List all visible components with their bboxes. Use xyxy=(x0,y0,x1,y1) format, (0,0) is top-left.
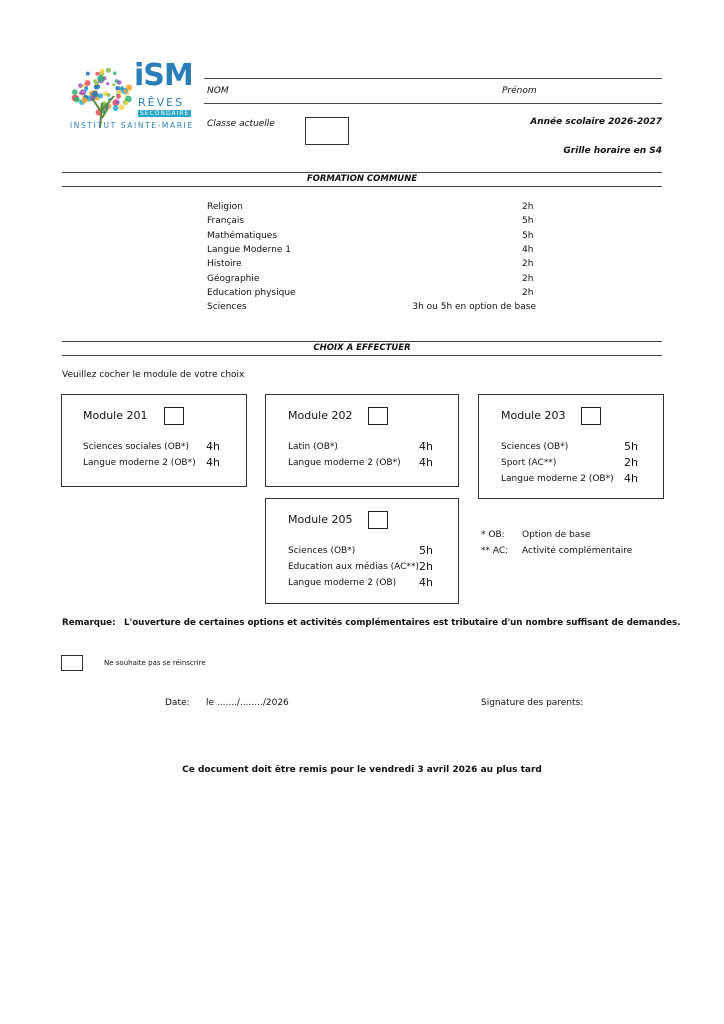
subject-hours: 3h ou 5h en option de base xyxy=(412,302,536,313)
module-row-label: Sciences (OB*) xyxy=(288,546,356,556)
tree-leaf-dot xyxy=(116,94,121,99)
logo-arc-text: INSTITUT SAINTE-MARIE xyxy=(70,121,194,130)
tree-leaf-dot xyxy=(115,100,120,105)
tree-leaf-dot xyxy=(82,97,88,103)
subject-name: Sciences xyxy=(207,302,247,313)
choice-instruction: Veuillez cocher le module de votre choix xyxy=(62,370,245,380)
module-row-hours: 4h xyxy=(419,576,433,589)
legend-ob-abbr: * OB: xyxy=(481,530,505,540)
date-field[interactable]: le ......./......../2026 xyxy=(206,698,289,708)
tree-leaf-dot xyxy=(112,83,115,86)
prenom-label: Prénom xyxy=(502,86,537,96)
module-row-label: Sciences (OB*) xyxy=(501,442,569,452)
classe-label: Classe actuelle xyxy=(207,119,275,129)
tree-leaf-dot xyxy=(78,83,83,88)
tree-leaf-dot xyxy=(72,89,78,95)
subject-hours: 2h xyxy=(522,259,534,270)
logo-brand: iSM xyxy=(134,58,193,93)
school-year: Année scolaire 2026-2027 xyxy=(530,117,662,127)
tree-leaf-dot xyxy=(106,68,111,73)
tree-leaf-dot xyxy=(97,75,104,82)
module-205-checkbox[interactable] xyxy=(368,511,388,529)
signature-label: Signature des parents: xyxy=(481,698,584,708)
tree-leaf-dot xyxy=(85,80,91,86)
remarque-label: Remarque: xyxy=(62,618,116,628)
module-row-hours: 5h xyxy=(419,544,433,557)
formation-title: FORMATION COMMUNE xyxy=(306,174,418,184)
no-reinscription-checkbox[interactable] xyxy=(61,655,83,671)
module-row-hours: 2h xyxy=(419,560,433,573)
module-title: Module 202 xyxy=(288,409,353,422)
date-label: Date: xyxy=(165,698,190,708)
module-row-label: Langue moderne 2 (OB*) xyxy=(83,458,196,468)
remarque-text: L'ouverture de certaines options et activités complémentaires est tributaire d'un nombre suffisant de demandes. xyxy=(124,618,681,628)
tree-leaf-dot xyxy=(98,93,103,98)
module-202-checkbox[interactable] xyxy=(368,407,388,425)
subject-hours: 2h xyxy=(522,202,534,212)
tree-leaf-dot xyxy=(95,82,99,86)
subject-name: Histoire xyxy=(207,259,242,270)
school-logo xyxy=(62,58,202,138)
module-title: Module 203 xyxy=(501,409,566,422)
tree-leaf-dot xyxy=(85,88,88,91)
subject-name: Géographie xyxy=(207,273,260,284)
classe-input-box[interactable] xyxy=(305,117,349,145)
tree-leaf-dot xyxy=(117,80,122,85)
subject-name: Langue Moderne 1 xyxy=(207,244,291,255)
choix-title: CHOIX A EFFECTUER xyxy=(313,343,411,353)
tree-leaf-dot xyxy=(107,93,111,97)
module-row-hours: 4h xyxy=(624,472,638,485)
logo-secondaire: SECONDAIRE xyxy=(140,110,190,117)
logo-reves: RÊVES xyxy=(138,96,185,109)
module-row-label: Latin (OB*) xyxy=(288,442,338,452)
tree-leaf-dot xyxy=(100,69,105,74)
module-row-label: Langue moderne 2 (OB*) xyxy=(288,458,401,468)
tree-leaf-dot xyxy=(123,89,127,93)
subject-name: Education physique xyxy=(207,287,296,298)
nom-label: NOM xyxy=(207,86,229,96)
subject-hours: 2h xyxy=(522,287,534,298)
tree-leaf-dot xyxy=(74,97,80,103)
tree-leaf-dot xyxy=(120,86,123,89)
subject-hours: 2h xyxy=(522,273,534,284)
module-row-hours: 4h xyxy=(419,440,433,453)
module-row-label: Sport (AC**) xyxy=(501,458,557,468)
module-row-hours: 4h xyxy=(206,456,220,469)
tree-leaf-dot xyxy=(113,71,117,75)
tree-leaf-dot xyxy=(94,85,99,90)
module-201-box xyxy=(61,394,247,487)
deadline-note: Ce document doit être remis pour le vendredi 3 avril 2026 au plus tard xyxy=(182,765,542,775)
module-201-checkbox[interactable] xyxy=(164,407,184,425)
subject-name: Mathématiques xyxy=(207,230,278,241)
subject-hours: 5h xyxy=(522,216,534,227)
module-row-hours: 4h xyxy=(419,456,433,469)
module-202-box xyxy=(265,394,459,487)
module-row-label: Education aux médias (AC**) xyxy=(288,562,419,572)
subject-name: Français xyxy=(207,216,245,227)
subject-name: Religion xyxy=(207,202,243,212)
module-row-hours: 2h xyxy=(624,456,638,469)
module-row-hours: 4h xyxy=(206,440,220,453)
module-205-box xyxy=(265,498,459,604)
tree-leaf-dot xyxy=(113,105,119,111)
module-row-label: Langue moderne 2 (OB*) xyxy=(501,474,614,484)
legend-ob-text: Option de base xyxy=(522,530,591,540)
no-reinscription-label: Ne souhaite pas se réinscrire xyxy=(104,659,206,667)
tree-leaf-dot xyxy=(119,104,125,110)
grille-title: Grille horaire en S4 xyxy=(563,146,662,156)
tree-leaf-dot xyxy=(106,82,109,85)
module-203-checkbox[interactable] xyxy=(581,407,601,425)
tree-leaf-dot xyxy=(124,101,128,105)
module-row-label: Sciences sociales (OB*) xyxy=(83,442,189,452)
subject-hours: 5h xyxy=(522,230,534,241)
legend-ac-text: Activité complémentaire xyxy=(522,546,633,556)
tree-leaf-dot xyxy=(95,72,99,76)
module-row-hours: 5h xyxy=(624,440,638,453)
tree-leaf-dot xyxy=(86,72,90,76)
module-title: Module 201 xyxy=(83,409,148,422)
module-title: Module 205 xyxy=(288,513,353,526)
legend-ac-abbr: ** AC: xyxy=(481,546,509,556)
subject-hours: 4h xyxy=(522,244,534,255)
module-row-label: Langue moderne 2 (OB) xyxy=(288,578,397,588)
module-203-box xyxy=(478,394,664,499)
